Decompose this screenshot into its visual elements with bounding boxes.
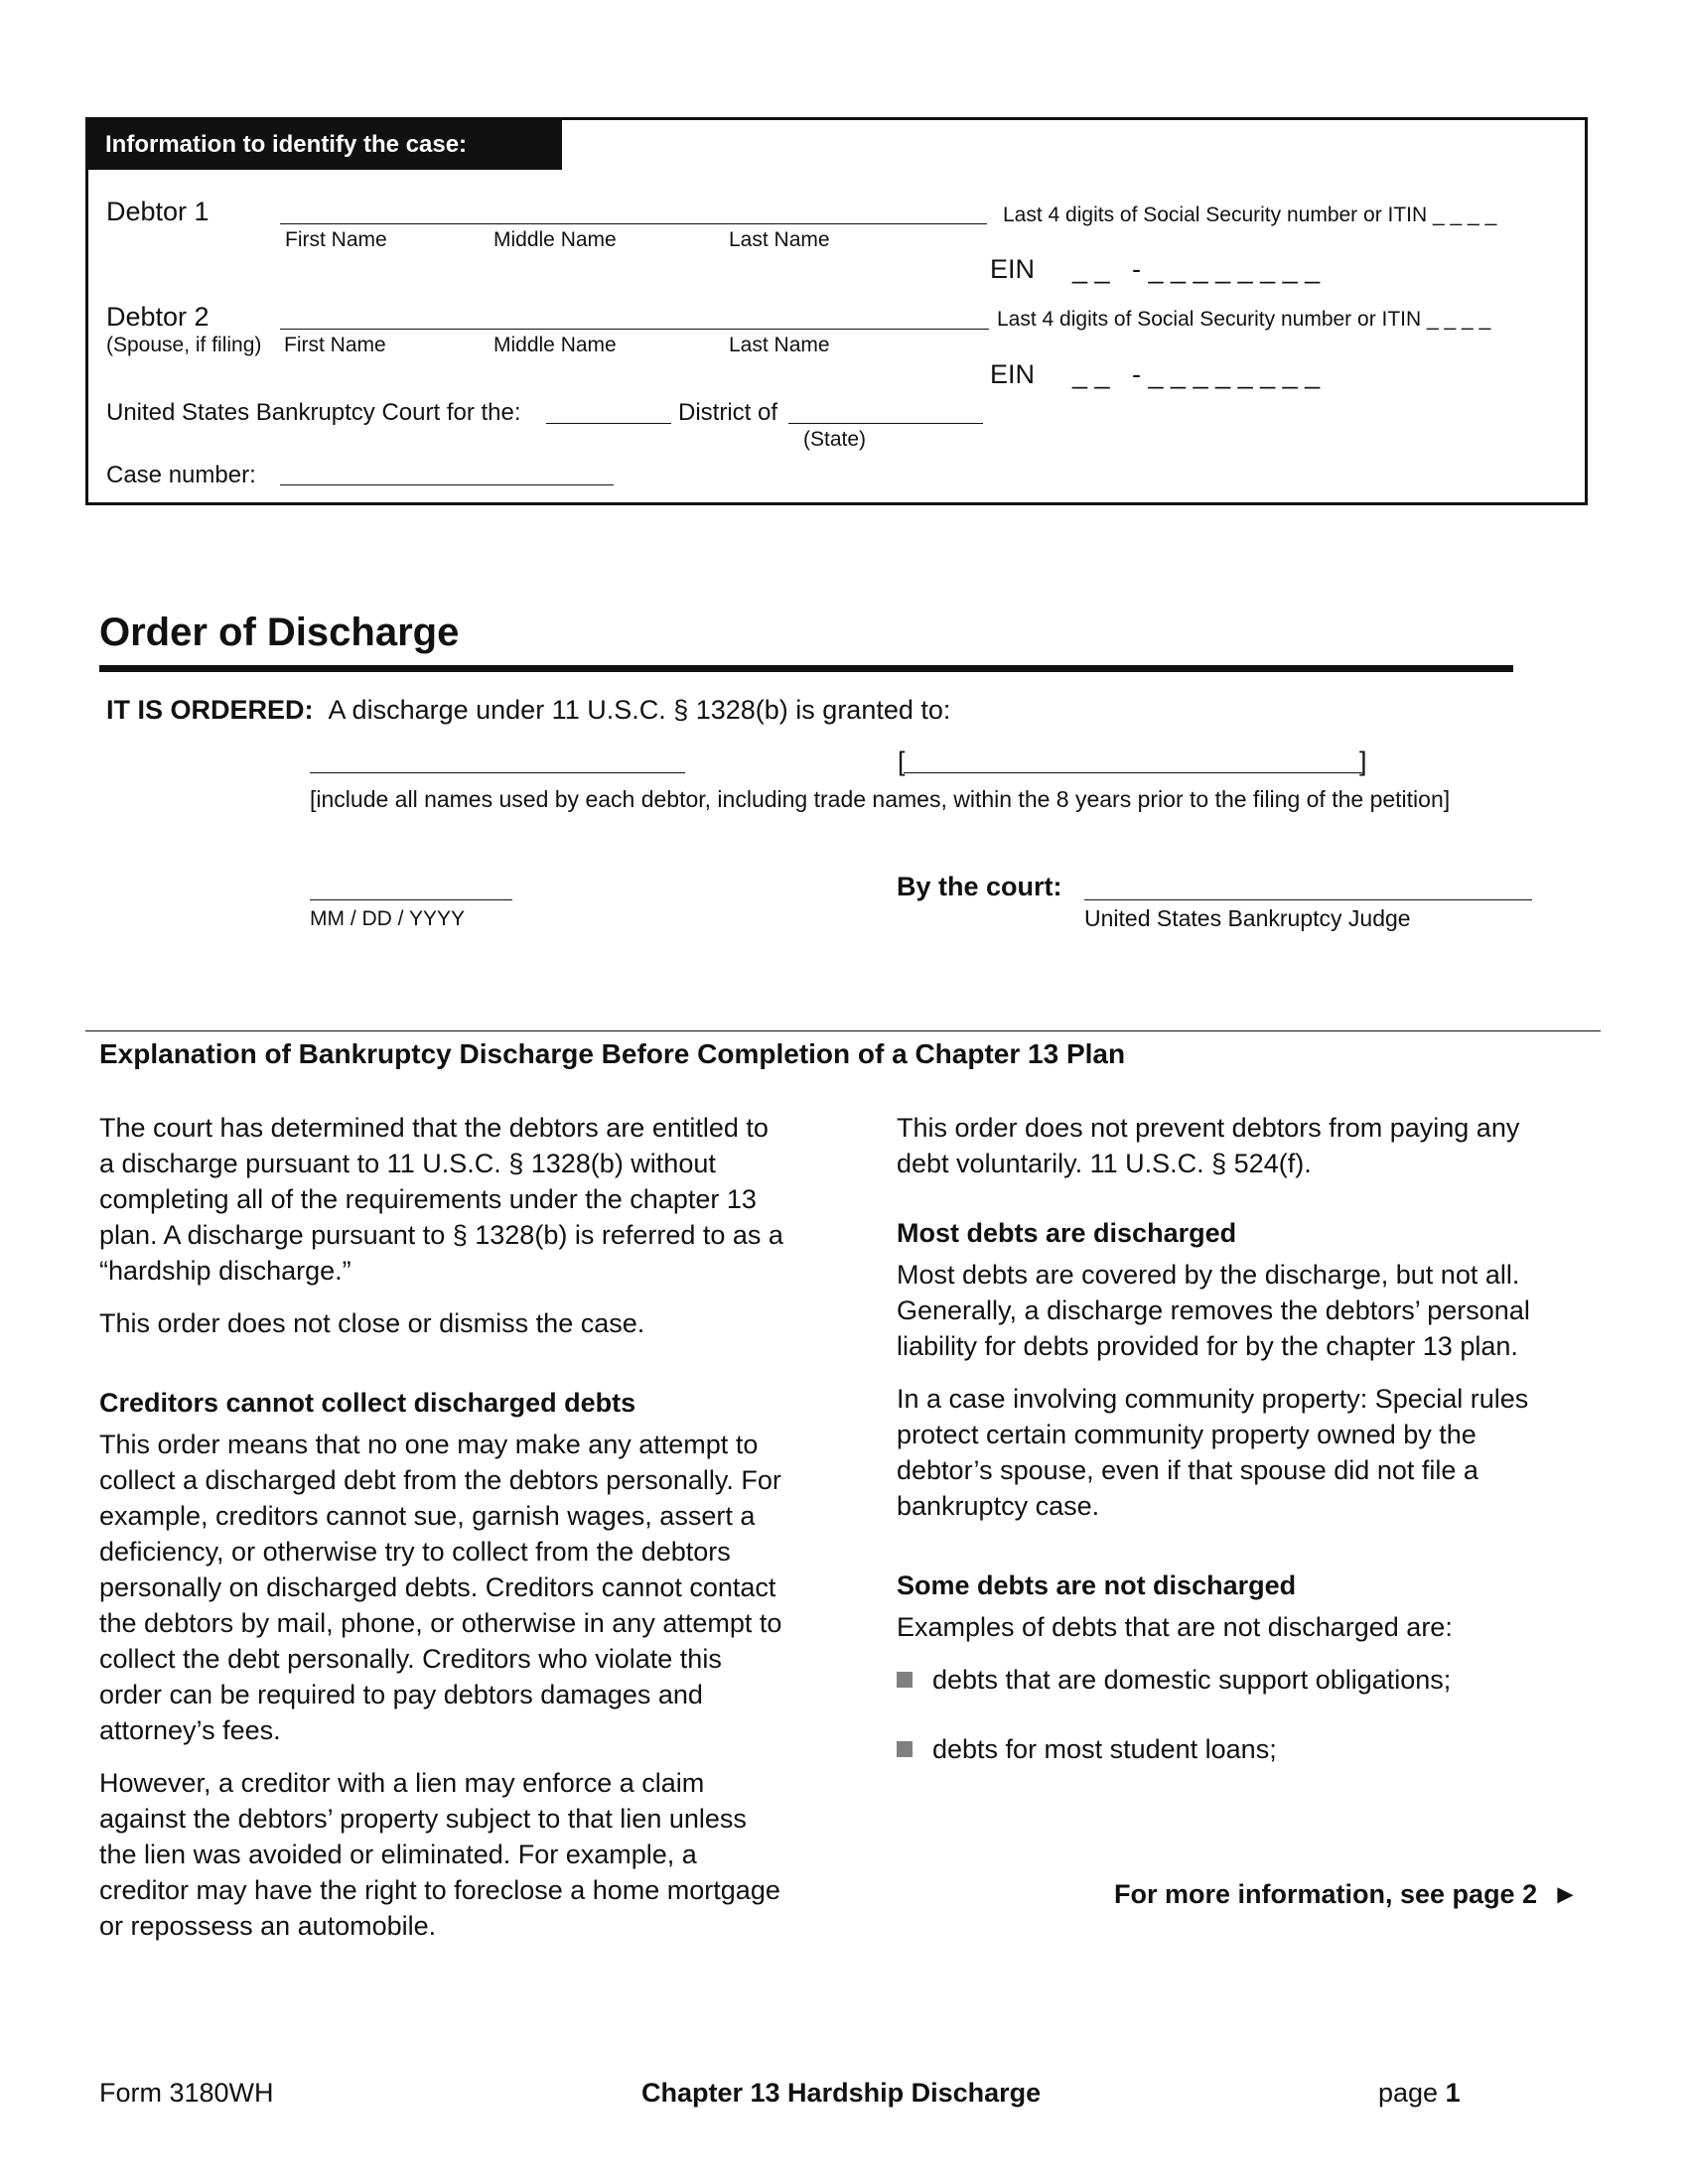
judge-signature-line[interactable] [1084, 899, 1532, 900]
square-bullet-icon [897, 1741, 913, 1757]
square-bullet-icon [897, 1672, 913, 1688]
debtor2-last-name-label: Last Name [729, 334, 830, 356]
more-info-link[interactable]: For more information, see page 2 ► [1114, 1879, 1579, 1909]
right-heading-some-debts: Some debts are not discharged [897, 1570, 1297, 1600]
bullet-item: debts for most student loans; [897, 1731, 1552, 1767]
by-court-label: By the court: [897, 872, 1062, 901]
case-box-header: Information to identify the case: [85, 117, 562, 170]
district-label: District of [678, 399, 778, 426]
debtor1-label: Debtor 1 [106, 197, 210, 226]
bracket-open: [ [898, 747, 906, 776]
left-para-2: This order does not close or dismiss the case. [99, 1308, 645, 1338]
debtor2-ein-label: EIN [990, 359, 1036, 389]
page-number: 1 [1445, 2078, 1461, 2108]
right-heading-most-debts: Most debts are discharged [897, 1218, 1237, 1248]
left-heading-creditors: Creditors cannot collect discharged debts [99, 1388, 636, 1418]
debtor1-ssn-field[interactable]: _ _ _ _ [1433, 204, 1497, 226]
debtor2-first-name-label: First Name [284, 334, 386, 356]
left-para-3: This order means that no one may make any attempt to collect a discharged debt from the debtors personally. For example, creditors cannot sue, garnish wages, assert a deficiency, or otherwise try to collect from the debtors personally on discharged debts. Creditors cannot contact the debtors by mail, phone, or otherwise in any attempt to collect the debt personally. Creditors who violate this order can be required to pay debtors damages and attorney’s fees. [99, 1430, 782, 1745]
right-para-1: This order does not prevent debtors from paying any debt voluntarily. 11 U.S.C. § 524(f). [897, 1113, 1520, 1178]
debtor1-first-name-label: First Name [285, 228, 387, 251]
district-field[interactable] [788, 423, 983, 424]
debtor1-name-field[interactable] [280, 223, 987, 224]
debtor2-name-field[interactable] [280, 329, 989, 330]
debtor2-label: Debtor 2 [106, 302, 210, 332]
footer-form-number: Form 3180WH [99, 2078, 274, 2108]
footer-title: Chapter 13 Hardship Discharge [641, 2078, 1042, 2108]
it-is-ordered [106, 692, 950, 728]
debtor1-last-name-label: Last Name [729, 228, 830, 251]
debtor1-middle-name-label: Middle Name [493, 228, 617, 251]
debtor2-ein-field[interactable]: _ _ - _ _ _ _ _ _ _ _ [1072, 359, 1321, 389]
explanation-title: Explanation of Bankruptcy Discharge Before Completion of a Chapter 13 Plan [99, 1038, 1126, 1069]
case-number-label: Case number: [106, 462, 256, 488]
right-para-4: Examples of debts that are not discharged are: [897, 1612, 1453, 1642]
debtor2-spouse-note: (Spouse, if filing) [106, 334, 262, 356]
right-para-3: In a case involving community property: Special rules protect certain community property owned by the debtor’s spouse, even if that spouse did not file a bankruptcy case. [897, 1384, 1529, 1521]
explanation-rule [85, 1030, 1601, 1031]
bracket-close: ] [1359, 747, 1367, 776]
debtor1-ssn-label: Last 4 digits of Social Security number or ITIN _ _ _ _ [1003, 204, 1497, 226]
court-label: United States Bankruptcy Court for the: [106, 399, 521, 426]
debtor2-ssn-field[interactable]: _ _ _ _ [1427, 308, 1491, 331]
right-para-2: Most debts are covered by the discharge, but not all. Generally, a discharge removes the debtors’ personal liability for debts provided for by the chapter 13 plan. [897, 1260, 1530, 1361]
debtor1-ein-label: EIN [990, 254, 1036, 284]
ordered-label: IT IS ORDERED: [106, 695, 314, 725]
left-para-1: The court has determined that the debtors are entitled to a discharge pursuant to 11 U.S.C. § 1328(b) without completing all of the requirements under the chapter 13 plan. A discharge pursuant to § 1328(b) is referred to as a “hardship discharge.” [99, 1113, 783, 1286]
date-line[interactable] [310, 899, 512, 900]
judge-label: United States Bankruptcy Judge [1084, 905, 1411, 931]
explanation-left-column [99, 1110, 784, 1944]
debtor2-middle-name-label: Middle Name [493, 334, 617, 356]
state-label: (State) [803, 428, 867, 451]
names-note: [include all names used by each debtor, including trade names, within the 8 years prior to the filing of the petition] [310, 786, 1451, 812]
debtor-name-line[interactable] [310, 772, 685, 773]
footer-page: page 1 [1378, 2078, 1461, 2108]
all-names-line[interactable] [904, 772, 1362, 773]
right-arrow-icon: ► [1552, 1879, 1579, 1909]
case-number-field[interactable] [280, 484, 614, 485]
debtor2-ssn-label: Last 4 digits of Social Security number or ITIN _ _ _ _ [997, 308, 1491, 331]
explanation-right-column [897, 1110, 1552, 1767]
order-title-rule [99, 665, 1513, 672]
court-field[interactable] [546, 423, 671, 424]
date-label: MM / DD / YYYY [310, 907, 465, 930]
left-para-4: However, a creditor with a lien may enforce a claim against the debtors’ property subject to that lien unless the lien was avoided or eliminated. For example, a creditor may have the right to foreclose a home mortgage or repossess an automobile. [99, 1768, 780, 1941]
debtor1-ein-field[interactable]: _ _ - _ _ _ _ _ _ _ _ [1072, 254, 1321, 284]
bullet-item: debts that are domestic support obligations; [897, 1662, 1552, 1698]
ordered-text: A discharge under 11 U.S.C. § 1328(b) is granted to: [328, 695, 951, 725]
order-title: Order of Discharge [99, 611, 460, 654]
